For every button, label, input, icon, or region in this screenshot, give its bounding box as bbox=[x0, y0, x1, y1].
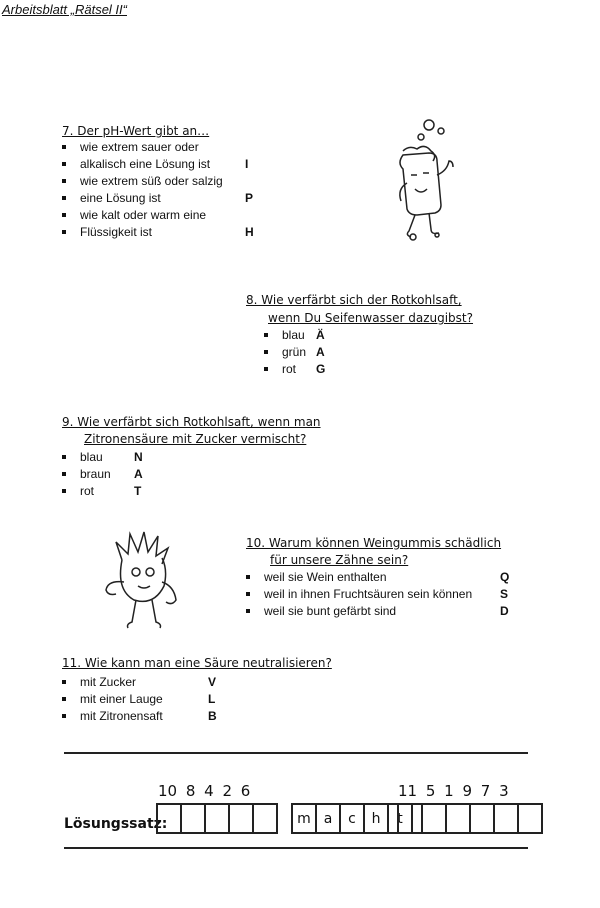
question-9-title-line1: 9. Wie verfärbt sich Rotkohlsaft, wenn man bbox=[62, 415, 321, 429]
bullet-icon bbox=[62, 680, 66, 684]
top-divider bbox=[64, 752, 528, 754]
list-item: weil sie Wein enthalten Q bbox=[246, 568, 509, 585]
question-7-title: 7. Der pH-Wert gibt an… bbox=[62, 124, 210, 138]
answer-box[interactable] bbox=[517, 803, 543, 834]
list-item: grün A bbox=[264, 343, 325, 360]
solution-group1-numbers: 10 8 4 2 6 bbox=[158, 782, 251, 800]
given-letter-box: m bbox=[291, 803, 317, 834]
question-10-title-line1: 10. Warum können Weingummis schädlich bbox=[246, 536, 502, 550]
soap-character-illustration bbox=[385, 115, 465, 245]
bottom-divider bbox=[64, 847, 528, 849]
solution-label: Lösungssatz: bbox=[64, 816, 168, 832]
question-11-title: 11. Wie kann man eine Säure neutralisieren? bbox=[62, 656, 332, 670]
answer-box[interactable] bbox=[156, 803, 182, 834]
answer-box[interactable] bbox=[252, 803, 278, 834]
bullet-icon bbox=[62, 489, 66, 493]
list-item: blau Ä bbox=[264, 326, 325, 343]
bullet-icon bbox=[264, 350, 268, 354]
list-item: mit Zitronensaft B bbox=[62, 707, 217, 724]
question-11-options bbox=[62, 673, 217, 724]
worksheet-header: Arbeitsblatt „Rätsel II“ bbox=[2, 2, 127, 17]
bullet-icon bbox=[246, 609, 250, 613]
list-item: wie kalt oder warm eine bbox=[62, 206, 272, 223]
bullet-icon bbox=[246, 575, 250, 579]
list-item: eine Lösung ist P bbox=[62, 189, 272, 206]
list-item: rot T bbox=[62, 482, 143, 499]
question-7-lines bbox=[62, 138, 272, 240]
bullet-icon bbox=[264, 333, 268, 337]
given-letter-box: t bbox=[387, 803, 413, 834]
answer-box[interactable] bbox=[397, 803, 423, 834]
answer-box[interactable] bbox=[204, 803, 230, 834]
bullet-icon bbox=[62, 714, 66, 718]
list-item: wie extrem süß oder salzig bbox=[62, 172, 272, 189]
question-10-options bbox=[246, 568, 509, 619]
given-letter-box: c bbox=[339, 803, 365, 834]
list-item: wie extrem sauer oder bbox=[62, 138, 272, 155]
question-8-title-line2: wenn Du Seifenwasser dazugibst? bbox=[268, 311, 474, 325]
bullet-icon bbox=[62, 697, 66, 701]
list-item: rot G bbox=[264, 360, 325, 377]
answer-box[interactable] bbox=[469, 803, 495, 834]
bullet-icon bbox=[62, 196, 66, 200]
list-item: alkalisch eine Lösung ist I bbox=[62, 155, 272, 172]
solution-given-word-boxes bbox=[291, 803, 411, 834]
given-letter-box: h bbox=[363, 803, 389, 834]
bullet-icon bbox=[62, 472, 66, 476]
question-8-options bbox=[264, 326, 325, 377]
answer-box[interactable] bbox=[228, 803, 254, 834]
bullet-icon bbox=[62, 230, 66, 234]
list-item: mit einer Lauge L bbox=[62, 690, 217, 707]
answer-box[interactable] bbox=[493, 803, 519, 834]
bullet-icon bbox=[62, 179, 66, 183]
list-item: mit Zucker V bbox=[62, 673, 217, 690]
answer-box[interactable] bbox=[421, 803, 447, 834]
bullet-icon bbox=[264, 367, 268, 371]
bullet-icon bbox=[62, 213, 66, 217]
list-item: Flüssigkeit ist H bbox=[62, 223, 272, 240]
solution-group3-numbers: 11 5 1 9 7 3 bbox=[398, 782, 509, 800]
answer-box[interactable] bbox=[180, 803, 206, 834]
list-item: braun A bbox=[62, 465, 143, 482]
solution-group1-boxes bbox=[156, 803, 276, 834]
solution-group3-boxes bbox=[397, 803, 541, 834]
list-item: weil sie bunt gefärbt sind D bbox=[246, 602, 509, 619]
question-9-options bbox=[62, 448, 143, 499]
bullet-icon bbox=[62, 145, 66, 149]
list-item: blau N bbox=[62, 448, 143, 465]
list-item: weil in ihnen Fruchtsäuren sein können S bbox=[246, 585, 509, 602]
question-8-title-line1: 8. Wie verfärbt sich der Rotkohlsaft, bbox=[246, 293, 462, 307]
bullet-icon bbox=[246, 592, 250, 596]
given-letter-box: a bbox=[315, 803, 341, 834]
question-9-title-line2: Zitronensäure mit Zucker vermischt? bbox=[84, 432, 307, 446]
bullet-icon bbox=[62, 455, 66, 459]
answer-box[interactable] bbox=[445, 803, 471, 834]
spiky-character-illustration bbox=[98, 530, 188, 630]
bullet-icon bbox=[62, 162, 66, 166]
question-10-title-line2: für unsere Zähne sein? bbox=[270, 553, 409, 567]
